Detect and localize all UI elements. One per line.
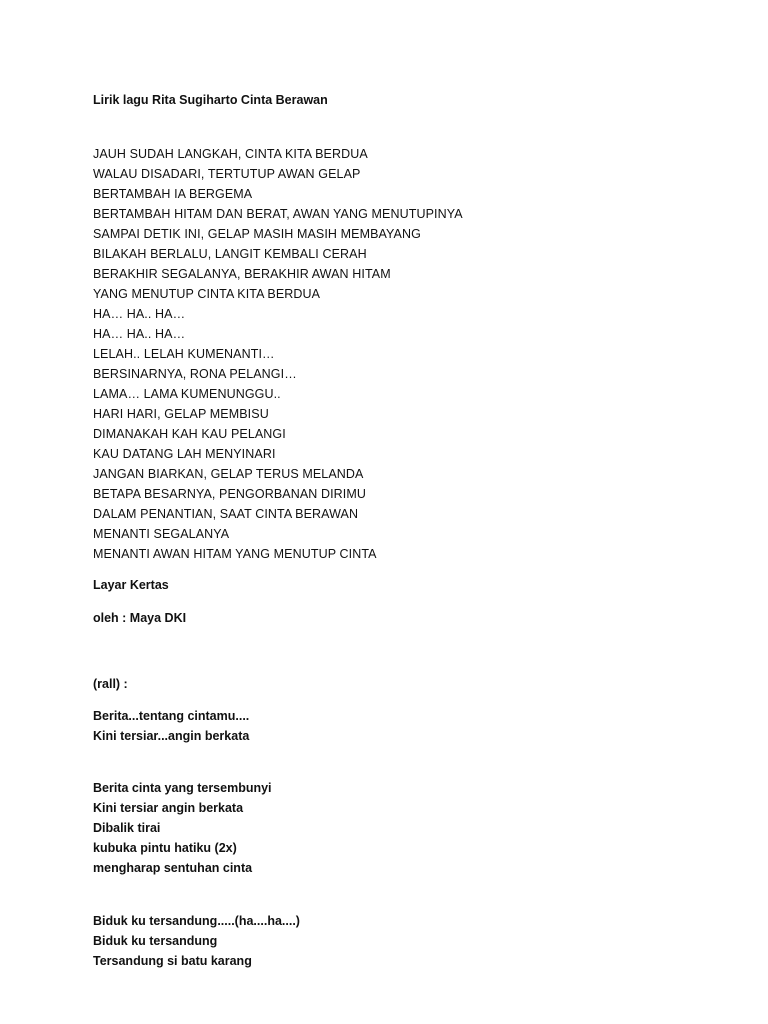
- lyric-line: Biduk ku tersandung: [93, 934, 218, 948]
- lyric-line: JAUH SUDAH LANGKAH, CINTA KITA BERDUA: [93, 147, 368, 161]
- lyric-line: Tersandung si batu karang: [93, 954, 252, 968]
- lyric-line: DALAM PENANTIAN, SAAT CINTA BERAWAN: [93, 507, 359, 521]
- lyric-line: mengharap sentuhan cinta: [93, 861, 253, 875]
- lyric-line: kubuka pintu hatiku (2x): [93, 841, 237, 855]
- lyric-line: BETAPA BESARNYA, PENGORBANAN DIRIMU: [93, 487, 367, 501]
- lyric-line: HA… HA.. HA…: [93, 327, 186, 341]
- verse-1: [93, 706, 249, 746]
- lyric-line: WALAU DISADARI, TERTUTUP AWAN GELAP: [93, 167, 361, 181]
- lyric-line: Berita...tentang cintamu....: [93, 709, 250, 723]
- lyric-line: Kini tersiar...angin berkata: [93, 729, 250, 743]
- song1-lyrics: [93, 144, 463, 564]
- lyric-line: JANGAN BIARKAN, GELAP TERUS MELANDA: [93, 467, 364, 481]
- lyric-line: BERTAMBAH IA BERGEMA: [93, 187, 253, 201]
- lyric-line: Biduk ku tersandung.....(ha....ha....): [93, 914, 300, 928]
- lyric-line: LAMA… LAMA KUMENUNGGU..: [93, 387, 281, 401]
- lyric-line: HA… HA.. HA…: [93, 307, 186, 321]
- lyric-line: DIMANAKAH KAH KAU PELANGI: [93, 427, 286, 441]
- lyric-line: SAMPAI DETIK INI, GELAP MASIH MASIH MEMBAYANG: [93, 227, 421, 241]
- lyric-line: HARI HARI, GELAP MEMBISU: [93, 407, 269, 421]
- lyric-line: BERSINARNYA, RONA PELANGI…: [93, 367, 297, 381]
- lyric-line: MENANTI SEGALANYA: [93, 527, 230, 541]
- lyric-line: Dibalik tirai: [93, 821, 161, 835]
- lyric-line: BERAKHIR SEGALANYA, BERAKHIR AWAN HITAM: [93, 267, 391, 281]
- lyric-line: MENANTI AWAN HITAM YANG MENUTUP CINTA: [93, 547, 377, 561]
- verse-3: [93, 911, 300, 971]
- lyric-line: BILAKAH BERLALU, LANGIT KEMBALI CERAH: [93, 247, 367, 261]
- document-title: Lirik lagu Rita Sugiharto Cinta Berawan: [93, 93, 328, 107]
- song2-author: oleh : Maya DKI: [93, 611, 187, 625]
- lyric-line: YANG MENUTUP CINTA KITA BERDUA: [93, 287, 321, 301]
- lyric-line: BERTAMBAH HITAM DAN BERAT, AWAN YANG MENUTUPINYA: [93, 207, 463, 221]
- lyric-line: Kini tersiar angin berkata: [93, 801, 244, 815]
- song2-title: Layar Kertas: [93, 578, 169, 592]
- verse-2: [93, 778, 272, 878]
- lyric-line: Berita cinta yang tersembunyi: [93, 781, 272, 795]
- rall-label: (rall) :: [93, 677, 128, 691]
- lyric-line: KAU DATANG LAH MENYINARI: [93, 447, 276, 461]
- lyric-line: LELAH.. LELAH KUMENANTI…: [93, 347, 275, 361]
